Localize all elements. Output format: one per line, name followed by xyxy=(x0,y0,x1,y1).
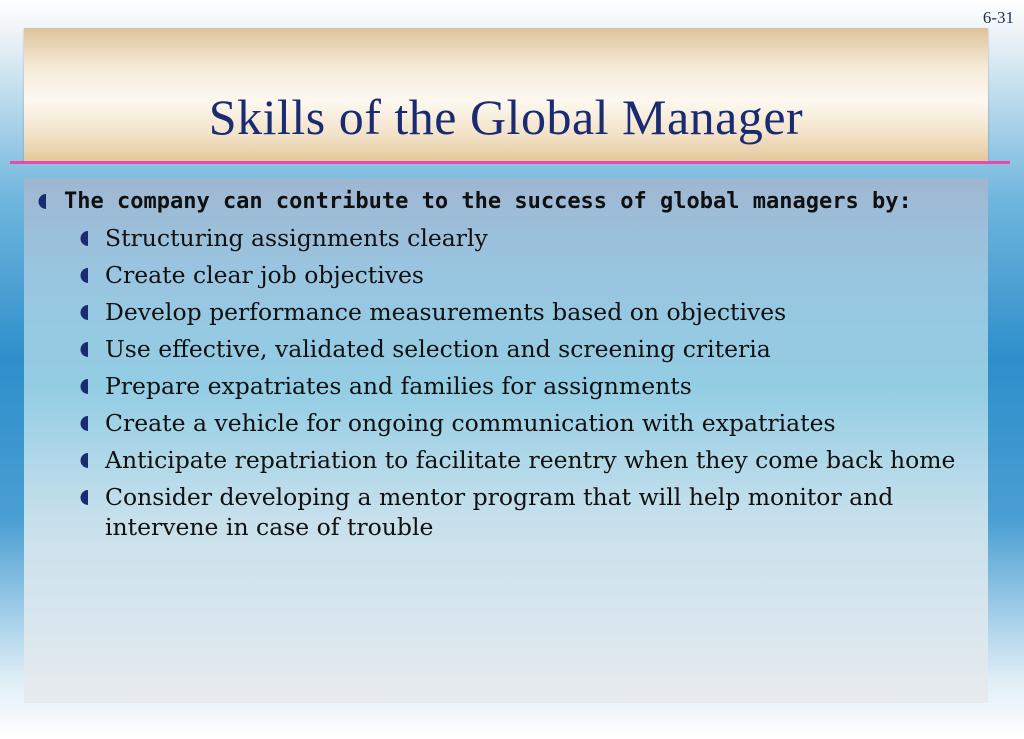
title-band xyxy=(24,28,988,161)
main-bullet-text: The company can contribute to the success of global managers by: xyxy=(64,189,912,214)
half-moon-bullet-icon xyxy=(38,194,46,209)
sub-bullet-text: Create a vehicle for ongoing communication with expatriates xyxy=(105,409,836,437)
half-moon-bullet-icon xyxy=(80,379,88,394)
main-bullet-point xyxy=(28,186,924,217)
half-moon-bullet-icon xyxy=(80,342,88,357)
half-moon-bullet-icon xyxy=(80,416,88,431)
sub-bullet-text: Develop performance measurements based on objectives xyxy=(105,298,787,326)
sub-bullet-text: Prepare expatriates and families for assignments xyxy=(105,372,692,400)
sub-bullet-text: Create clear job objectives xyxy=(105,261,424,289)
sub-bullet-point xyxy=(28,445,978,475)
slide-title: Skills of the Global Manager xyxy=(208,89,804,145)
sub-bullet-point xyxy=(28,408,978,438)
sub-bullet-point xyxy=(28,223,978,253)
title-rule xyxy=(10,161,1010,164)
sub-bullet-text: Use effective, validated selection and screening criteria xyxy=(105,335,771,363)
sub-bullet-text: Structuring assignments clearly xyxy=(105,224,488,252)
sub-bullet-point xyxy=(28,482,978,542)
sub-bullet-point xyxy=(28,334,978,364)
sub-bullet-point xyxy=(28,297,978,327)
half-moon-bullet-icon xyxy=(80,231,88,246)
half-moon-bullet-icon xyxy=(80,305,88,320)
bullet-list xyxy=(28,186,978,549)
half-moon-bullet-icon xyxy=(80,453,88,468)
sub-bullet-text: Anticipate repatriation to facilitate reentry when they come back home xyxy=(105,446,956,474)
sub-bullet-point xyxy=(28,260,978,290)
half-moon-bullet-icon xyxy=(80,490,88,505)
sub-bullet-point xyxy=(28,371,978,401)
half-moon-bullet-icon xyxy=(80,268,88,283)
sub-bullet-text: Consider developing a mentor program that will help monitor and intervene in case of trouble xyxy=(105,483,894,541)
slide-number: 6-31 xyxy=(982,8,1014,27)
